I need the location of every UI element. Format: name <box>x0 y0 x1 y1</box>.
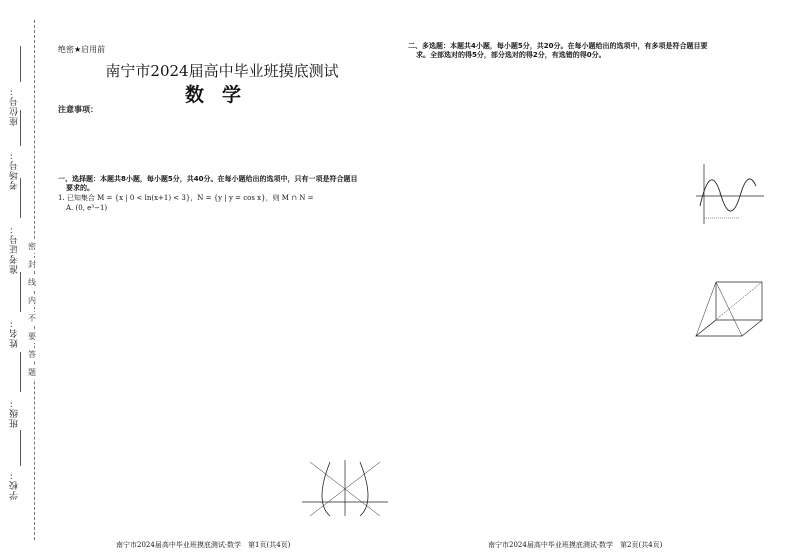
seat-blank <box>20 46 21 82</box>
sine-curve <box>700 179 756 211</box>
binding-strip <box>0 0 48 560</box>
exam-subject: 数学 <box>184 84 259 106</box>
right-branch <box>360 462 368 516</box>
exam-title: 南宁市2024届高中毕业班摸底测试 <box>105 62 339 80</box>
seal-word: 封 <box>28 260 36 269</box>
seal-word: 题 <box>28 368 36 377</box>
seal-word: 答 <box>28 350 36 359</box>
seal-word: 内 <box>28 296 36 305</box>
question-1: 1. 已知集合 M = {x | 0 < ln(x+1) < 3}，N = {y | y = cos x}，则 M ∩ N = <box>58 194 314 202</box>
class-blank <box>20 352 21 392</box>
exam-id-label: 准考证号： <box>10 224 20 274</box>
page-1 <box>52 0 392 560</box>
school-blank <box>20 430 21 466</box>
page-1-footer: 南宁市2024届高中毕业班摸底测试·数学 第1页(共4页) <box>116 541 291 549</box>
left-branch <box>322 462 330 516</box>
room-label: 考场号： <box>10 150 20 190</box>
hyperbola-figure <box>300 458 390 518</box>
name-label: 姓名： <box>10 318 20 348</box>
class-label: 班级： <box>10 398 20 428</box>
notes-heading: 注意事项： <box>58 105 98 114</box>
seal-word: 密 <box>28 242 36 251</box>
section-2-heading-cont: 求。全部选对的得5分，部分选对的得2分，有选错的得0分。 <box>416 51 606 59</box>
page-2-footer: 南宁市2024届高中毕业班摸底测试·数学 第2页(共4页) <box>488 541 663 549</box>
q1-option-a: A. (0, e³−1) <box>66 204 108 212</box>
page-2 <box>404 0 786 560</box>
seat-label: 座位号： <box>10 86 20 126</box>
school-label: 学校： <box>10 470 20 500</box>
geometry-figure <box>686 276 772 352</box>
secret-mark: 绝密★启用前 <box>58 45 106 54</box>
section-2-heading: 二、多选题：本题共4小题，每小题5分，共20分。在每小题给出的选项中，有多项是符合题目要 <box>408 42 708 50</box>
seal-word: 要 <box>28 332 36 341</box>
section-1-heading: 一、选择题：本题共8小题，每小题5分，共40分。在每小题给出的选项中，只有一项是符合题目 <box>58 175 358 183</box>
name-blank <box>20 272 21 312</box>
seal-word: 不 <box>28 314 36 323</box>
sine-graph-figure <box>694 162 766 226</box>
seal-word: 线 <box>28 278 36 287</box>
section-1-heading-cont: 要求的。 <box>66 184 94 192</box>
